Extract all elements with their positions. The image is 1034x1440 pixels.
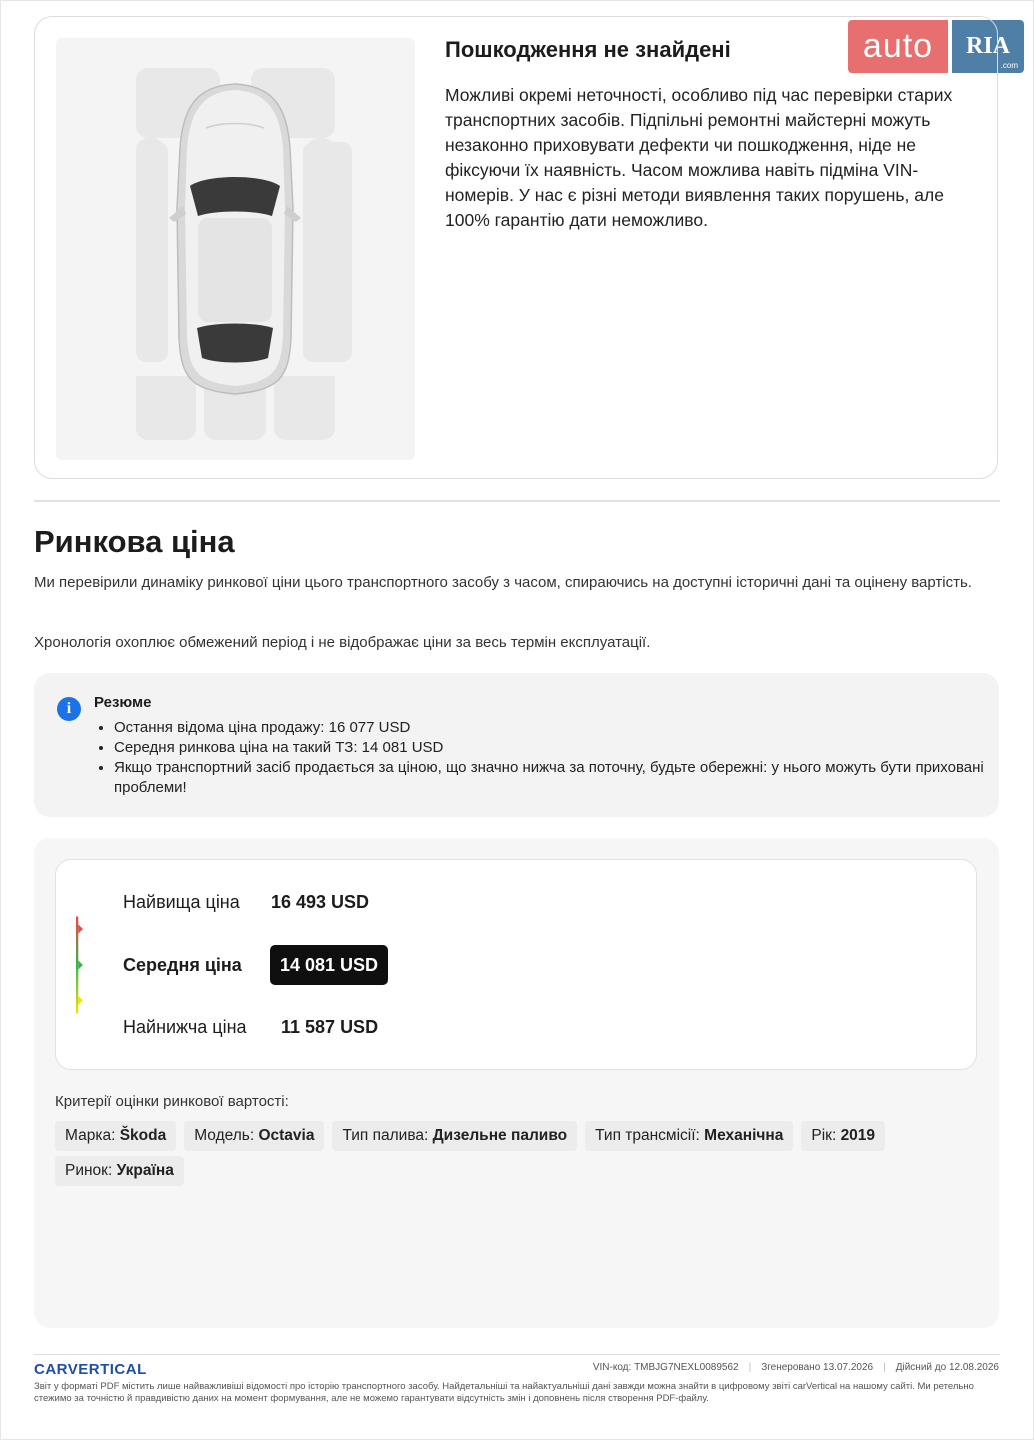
valid-until-date: Дійсний до 12.08.2026 (895, 1362, 999, 1373)
damage-card (34, 16, 998, 479)
damage-title: Пошкодження не знайдені (445, 37, 731, 62)
price-gradient-bar (76, 880, 84, 1050)
carvertical-logo: CARVERTICAL (34, 1361, 147, 1378)
chip-label: Марка: (65, 1127, 120, 1144)
summary-box (34, 673, 999, 817)
footer-disclaimer: Звіт у форматі PDF містить лише найважливіші відомості про історію транспортного засобу. Найдетальніші та найактуальніші дані завжди можна знайти в цифровому звіті carVertical на нашому сайті. Ми ретельно стежимо за точністю й правдивістю даних на момент формування, але не можемо гарантувати відсутність змін і доповнень після створення PDF-файлу. (34, 1381, 974, 1404)
report-meta (593, 1362, 999, 1373)
market-timeline-note: Хронологія охоплює обмежений період і не відображає ціни за весь термін експлуатації. (34, 634, 651, 651)
chip-value: Україна (116, 1162, 174, 1179)
criteria-chip-year (801, 1121, 885, 1151)
vin-code: VIN-код: TMBJG7NEXL0089562 (592, 1362, 739, 1373)
chip-value: Octavia (258, 1127, 315, 1144)
criteria-chip-fuel (332, 1121, 577, 1151)
market-price-title: Ринкова ціна (34, 524, 235, 559)
chip-value: 2019 (840, 1127, 876, 1144)
highest-price-label: Найвища ціна (123, 892, 240, 912)
criteria-title: Критерії оцінки ринкової вартості: (55, 1093, 289, 1110)
highest-price-value: 16 493 USD (271, 892, 370, 912)
footer-divider (34, 1354, 1000, 1355)
logo-auto-text: auto (848, 20, 948, 73)
criteria-chip-transmission (585, 1121, 793, 1151)
criteria-chip-market (55, 1156, 184, 1186)
meta-separator: | (748, 1362, 752, 1373)
chip-value: Дизельне паливо (432, 1127, 568, 1144)
info-icon: i (57, 697, 81, 721)
average-price-badge: 14 081 USD (270, 945, 388, 985)
generated-date: Згенеровано 13.07.2026 (761, 1362, 874, 1373)
logo-ria-label: RIA (965, 33, 1010, 59)
summary-item: • Середня ринкова ціна на такий ТЗ: 14 081 USD (114, 738, 1004, 758)
avg-marker-icon (78, 960, 83, 969)
logo-com-label: .com (1000, 61, 1018, 70)
summary-list (94, 718, 1004, 798)
summary-item: • Остання відома ціна продажу: 16 077 USD (114, 718, 1004, 738)
lowest-price-label: Найнижча ціна (123, 1017, 247, 1037)
car-top-view-icon (56, 38, 415, 460)
section-divider (34, 500, 1000, 502)
chip-value: Механічна (704, 1127, 784, 1144)
chip-label: Ринок: (65, 1162, 117, 1179)
meta-separator: | (883, 1362, 886, 1373)
car-diagram (56, 38, 415, 460)
chip-label: Тип палива: (342, 1127, 433, 1144)
average-price-label: Середня ціна (123, 955, 242, 975)
criteria-chip-model (184, 1121, 324, 1151)
summary-item: • Якщо транспортний засіб продається за ціною, що значно нижча за поточну, будьте обережні: у нього можуть бути приховані проблеми! (114, 758, 1004, 798)
criteria-chips (55, 1121, 975, 1186)
low-marker-icon (78, 996, 83, 1005)
summary-title: Резюме (94, 694, 152, 711)
price-range-card (55, 859, 977, 1070)
chip-label: Рік: (811, 1127, 841, 1144)
chip-label: Модель: (194, 1127, 259, 1144)
chip-label: Тип трансмісії: (595, 1127, 705, 1144)
market-intro: Ми перевірили динаміку ринкової ціни цього транспортного засобу з часом, спираючись на доступні історичні дані та оцінену вартість. (34, 574, 972, 591)
damage-description: Можливі окремі неточності, особливо під час перевірки старих транспортних засобів. Підпільні ремонтні майстерні можуть незаконно приховувати дефекти чи пошкодження, ніде не фіксуючи їх наявність. Часом можлива навіть підміна VIN-номерів. У нас є різні методи виявлення таких порушень, але 100% гарантію дати неможливо. (445, 85, 953, 230)
lowest-price-value: 11 587 USD (281, 1017, 379, 1037)
criteria-chip-make (55, 1121, 176, 1151)
chip-value: Škoda (119, 1127, 167, 1144)
high-marker-icon (78, 924, 83, 933)
price-area (34, 838, 999, 1328)
